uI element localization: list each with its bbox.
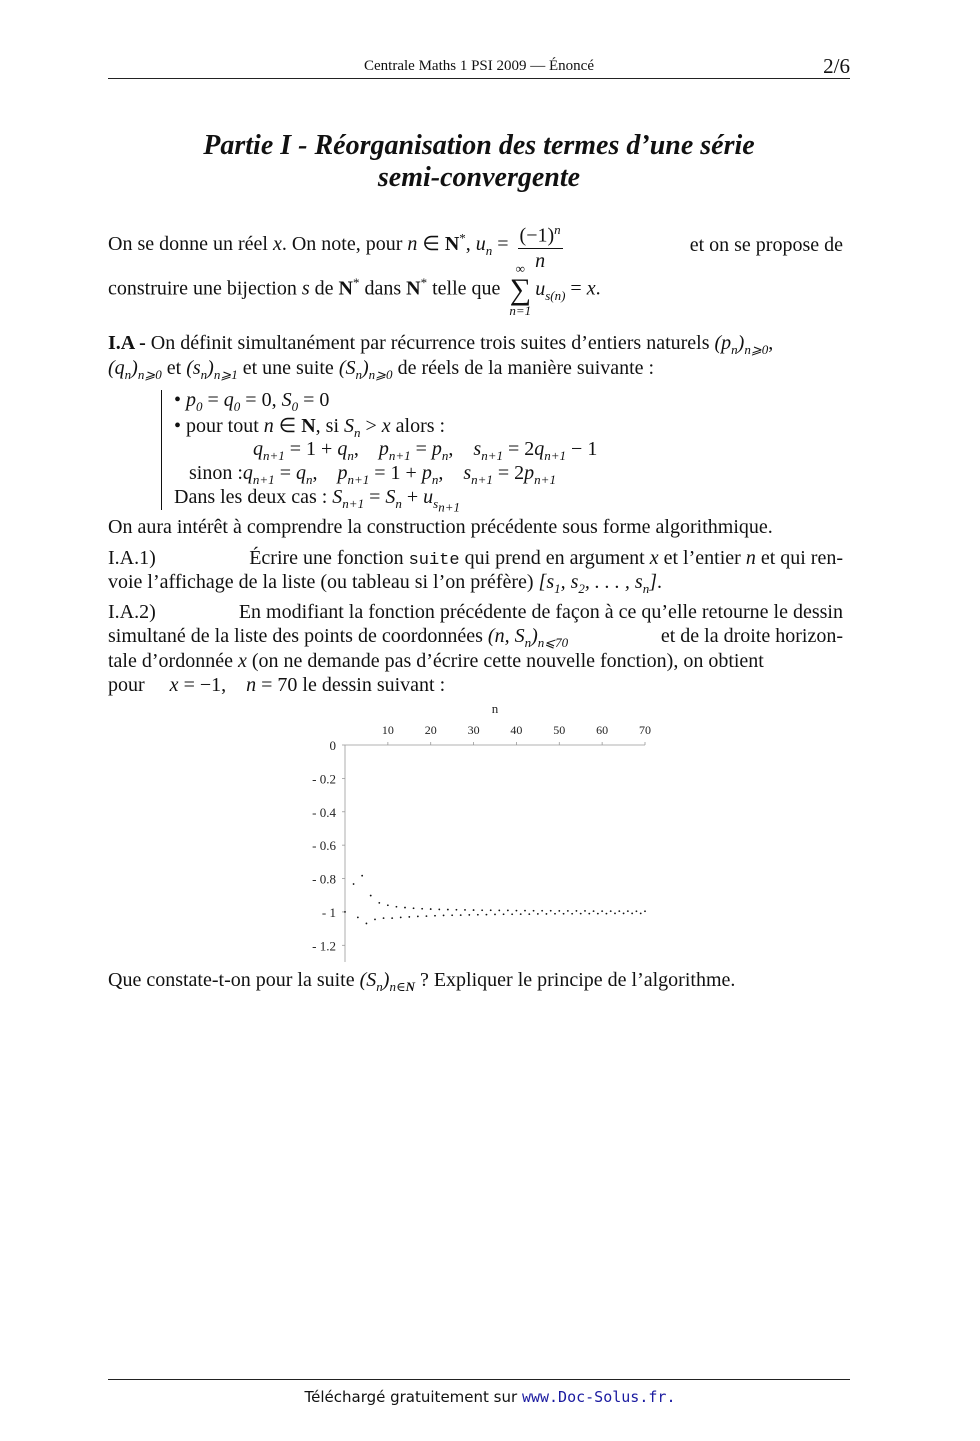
data-point [558, 910, 560, 912]
x-tick-label: 10 [381, 723, 394, 737]
data-point [451, 914, 453, 916]
intro-text: et on se propose de [689, 233, 843, 256]
algo-text: sinon : [189, 462, 243, 484]
data-point [516, 910, 518, 912]
data-point [597, 913, 599, 915]
ia1-line-1: I.A.1) Écrire une fonction suite qui prend en argument x et l’entier n et qui ren- [108, 547, 843, 570]
algo-line-both: Dans les deux cas : $S_{n+1} = S_n + u_{s_{n+1}}$ [174, 486, 460, 515]
bullet: • [174, 389, 187, 411]
part-title [108, 130, 850, 194]
footer-text: Téléchargé gratuitement sur [304, 1388, 518, 1406]
x-tick-label: 70 [639, 723, 651, 737]
footer [0, 1388, 980, 1406]
code-suite: suite [408, 551, 460, 570]
ia1-text: qui prend en argument [464, 547, 645, 569]
data-point [524, 910, 526, 912]
ia-line-1: I.A - On définit simultanément par récurrence trois suites d’entiers naturels $(p_n)_{n⩾0}$, [108, 332, 774, 357]
data-point [618, 910, 620, 912]
data-point [408, 916, 410, 918]
ia-text: et une suite [242, 357, 334, 379]
ia2-text: (on ne demande pas d’écrire cette nouvelle fonction), on obtient [251, 650, 764, 672]
data-point [606, 913, 608, 915]
ia1-label: I.A.1) [108, 547, 156, 569]
ia2-text: et de la droite horizon- [660, 625, 843, 647]
data-point [400, 917, 402, 919]
data-point [374, 919, 376, 921]
ia-text: et [166, 357, 182, 379]
ia1-text: et qui ren- [760, 547, 843, 569]
ia2-line-4: pour x = −1, n = 70 le dessin suivant : [108, 674, 446, 696]
ia2-line-3: tale d’ordonnée x (on ne demande pas d’écrire cette nouvelle fonction), on obtient [108, 650, 764, 672]
algo-item-2: • pour tout n ∈ N, si $S_n > x$ alors : [174, 415, 446, 440]
data-point [511, 913, 513, 915]
algo-text: • pour tout [174, 415, 259, 437]
ia-text: On définit simultanément par récurrence trois suites d’entiers naturels [150, 332, 710, 354]
data-point [353, 883, 355, 885]
data-point [477, 914, 479, 916]
fraction: $\frac{(-1)^n}{n}$ [518, 218, 563, 273]
scatter-chart [290, 700, 660, 962]
data-point [391, 917, 393, 919]
data-point [396, 906, 398, 908]
ia-line-2: $(q_n)_{n⩾0}$ et $(s_n)_{n⩾1}$ et une suite $(S_n)_{n⩾0}$ de réels de la manière suivante : [108, 357, 655, 382]
y-tick-label: - 1.2 [312, 938, 336, 954]
page-header [108, 56, 850, 79]
data-point [490, 909, 492, 911]
ia1-text: voie l’affichage de la liste (ou tableau si l’on préfère) [108, 571, 534, 593]
y-tick-label: - 0.4 [312, 804, 336, 820]
algo-text: , si [315, 415, 339, 437]
algo-item-1: • $p_0 = q_0 = 0$, $S_0 = 0$ [174, 389, 330, 414]
data-point [593, 910, 595, 912]
x-tick-label: 20 [424, 723, 437, 737]
data-point [580, 913, 582, 915]
y-tick-label: - 1 [321, 904, 336, 920]
data-point [520, 913, 522, 915]
ia-after: On aura intérêt à comprendre la construction précédente sous forme algorithmique. [108, 516, 773, 538]
algo-text: Dans les deux cas : [174, 486, 328, 508]
data-point [533, 910, 535, 912]
data-point [426, 915, 428, 917]
data-point [498, 910, 500, 912]
page-number: 2/6 [823, 54, 850, 78]
data-point [627, 910, 629, 912]
data-point [537, 913, 539, 915]
x-tick-label: 40 [510, 723, 523, 737]
data-point [481, 909, 483, 911]
data-point [434, 915, 436, 917]
ia2-line-1 [108, 601, 843, 624]
data-point [443, 915, 445, 917]
intro-text: telle que [432, 277, 501, 300]
data-point [614, 913, 616, 915]
data-point [387, 904, 389, 906]
ia2-text: simultané de la liste des points de coordonnées [108, 625, 483, 647]
data-point [370, 895, 372, 897]
data-point [588, 913, 590, 915]
intro-text: construire une bijection [108, 277, 297, 300]
intro-text: de [314, 277, 334, 300]
data-point [563, 913, 565, 915]
data-point [541, 910, 543, 912]
data-point [576, 910, 578, 912]
y-tick-label: - 0.6 [312, 838, 336, 854]
ia1-text: Écrire une fonction [249, 547, 404, 569]
intro-text: On se donne un réel [108, 232, 268, 255]
data-point [644, 910, 646, 912]
intro-line-2: construire une bijection s de N* dans N* telle que ∞ ∑ $n=1u_{s(n)} = x$. [108, 261, 601, 318]
data-point [378, 902, 380, 904]
data-point [636, 910, 638, 912]
ia-text: de réels de la manière suivante : [397, 357, 655, 379]
sum-symbol: ∞ ∑ n=1 [509, 261, 532, 318]
ia2-text: pour [108, 674, 145, 696]
data-point [507, 910, 509, 912]
x-axis-label: n [491, 701, 499, 716]
data-point [430, 908, 432, 910]
ia-label: I.A - [108, 332, 146, 354]
question-text: Que constate-t-on pour la suite [108, 969, 355, 991]
data-point [383, 917, 385, 919]
data-point [473, 909, 475, 911]
data-point [344, 911, 346, 913]
ia2-line-2: simultané de la liste des points de coordonnées (n, $S_n)_{n⩽70}$ et de la droite horizon- [108, 625, 843, 650]
ia2-text: En modifiant la fonction précédente de façon à ce qu’elle retourne le dessin [238, 601, 843, 623]
data-point [601, 910, 603, 912]
data-point [503, 913, 505, 915]
data-point [417, 916, 419, 918]
data-point [460, 914, 462, 916]
part-title-line2: semi-convergente [377, 162, 581, 193]
data-point [447, 909, 449, 911]
ia2-text: le dessin suivant : [302, 674, 446, 696]
data-point [584, 910, 586, 912]
data-point [571, 913, 573, 915]
data-point [631, 913, 633, 915]
data-point [357, 917, 359, 919]
data-point [438, 909, 440, 911]
x-tick-label: 30 [467, 723, 480, 737]
data-point [464, 909, 466, 911]
bracket-bar [161, 390, 162, 510]
footer-dot: . [666, 1388, 676, 1406]
data-points [344, 875, 646, 962]
algo-line-if: $q_{n+1} = 1 + q_n$, $p_{n+1} = p_n$, $s_{n+1} = 2q_{n+1} - 1$ [253, 438, 598, 463]
data-point [494, 914, 496, 916]
data-point [554, 913, 556, 915]
data-point [623, 913, 625, 915]
y-tick-label: - 0.2 [312, 771, 336, 787]
data-point [404, 907, 406, 909]
ia2-text: tale d’ordonnée [108, 650, 233, 672]
data-point [366, 923, 368, 925]
header-title: Centrale Maths 1 PSI 2009 — Énoncé [364, 58, 594, 74]
intro-text: dans [364, 277, 402, 300]
algo-text: alors : [395, 415, 446, 437]
algo-line-else: sinon $:q_{n+1} = q_n$, $p_{n+1} = 1 + p_n$, $s_{n+1} = 2p_{n+1}$ [189, 462, 556, 487]
data-point [361, 875, 363, 877]
data-point [610, 910, 612, 912]
data-point [456, 909, 458, 911]
data-point [468, 914, 470, 916]
ia1-text: et l’entier [663, 547, 741, 569]
data-point [421, 908, 423, 910]
question-line: Que constate-t-on pour la suite $(S_n)_{n\in N}$ ? Expliquer le principe de l’algorithme. [108, 969, 736, 994]
ia1-line-2: voie l’affichage de la liste (ou tableau si l’on préfère) [$s_1$, $s_2$, . . . , $s_n$]. [108, 571, 663, 596]
data-point [486, 914, 488, 916]
x-axis [345, 701, 651, 745]
data-point [640, 913, 642, 915]
data-point [546, 913, 548, 915]
data-point [567, 910, 569, 912]
x-tick-label: 50 [553, 723, 566, 737]
ia2-label: I.A.2) [108, 601, 156, 623]
intro-text: . On note, pour [281, 232, 403, 255]
footer-rule [108, 1379, 850, 1380]
y-tick-label: 0 [329, 738, 336, 753]
data-point [550, 910, 552, 912]
intro-line-1: On se donne un réel x. On note, pour n ∈ N*, $u_n$ = $\frac{(-1)^n}{n}$ et on se propose de [108, 218, 843, 273]
x-tick-label: 60 [596, 723, 609, 737]
part-title-line1: Partie I - Réorganisation des termes d’une série [203, 130, 755, 161]
data-point [413, 907, 415, 909]
y-axis [312, 738, 345, 962]
y-tick-label: - 0.8 [312, 871, 336, 887]
question-text: ? Expliquer le principe de l’algorithme. [419, 969, 736, 991]
footer-link[interactable]: www.Doc-Solus.fr [521, 1388, 667, 1406]
data-point [528, 913, 530, 915]
